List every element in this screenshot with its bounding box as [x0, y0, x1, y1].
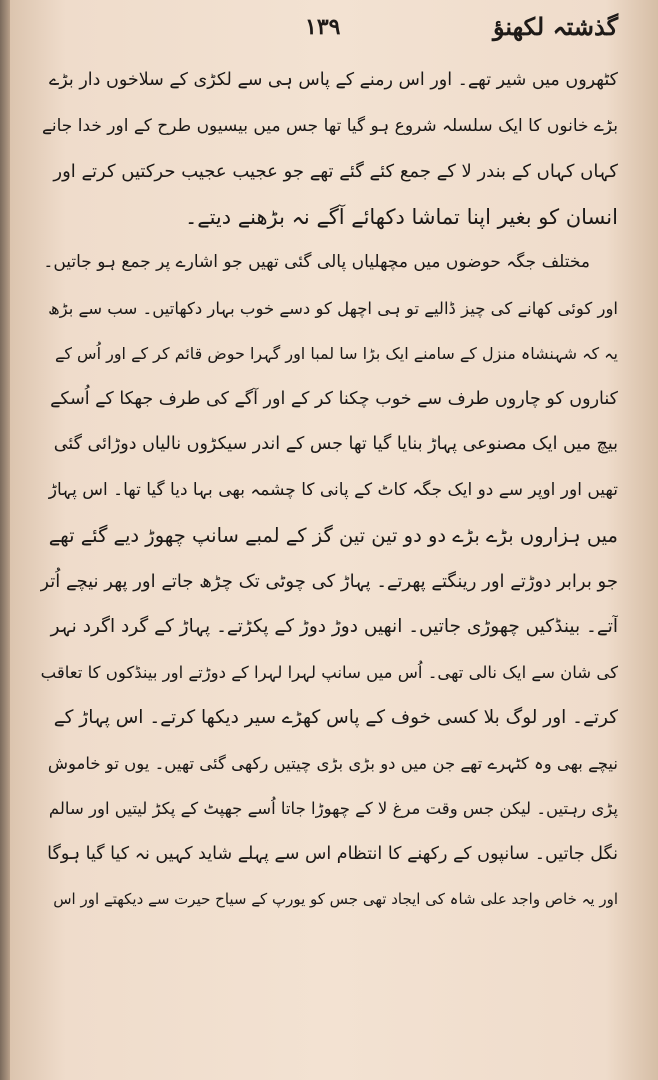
body-text — [40, 58, 618, 923]
text-line: پڑی رہتیں۔ لیکن جس وقت مرغ لا کے چھوڑا جاتا اُسے جھپٹ کے پکڑ لیتیں اور سالم — [48, 799, 618, 818]
page-header — [0, 10, 658, 50]
text-line: کٹھروں میں شیر تھے۔ اور اس رمنے کے پاس ہی سے لکڑی کے سلاخوں دار بڑے — [49, 70, 618, 90]
text-line: نیچے بھی وہ کٹہرے تھے جن میں دو بڑی بڑی چیتیں رکھی گئی تھیں۔ یوں تو خاموش — [47, 753, 618, 773]
text-line: میں ہزاروں بڑے بڑے دو دو تین تین گز کے لمبے سانپ چھوڑ دیے گئے تھے — [48, 524, 618, 547]
text-line: بڑے خانوں کا ایک سلسلہ شروع ہو گیا تھا جس میں بیسیوں طرح کے اور خدا جانے — [41, 115, 618, 136]
text-line: اور کوئی کھانے کی چیز ڈالیے تو ہی اچھل کو دسے خوب بہار دکھاتیں۔ سب سے بڑھ — [48, 298, 618, 318]
text-line: انسان کو بغیر اپنا تماشا دکھائے آگے نہ بڑھنے دیتے۔ — [184, 204, 618, 229]
text-line: تھیں اور اوپر سے دو ایک جگہ کاٹ کے پانی کا چشمہ بھی بہا دیا گیا تھا۔ اس پہاڑ — [48, 479, 618, 500]
text-line: نگل جاتیں۔ سانپوں کے رکھنے کا انتظام اس سے پہلے شاید کہیں نہ کیا گیا ہوگا — [47, 843, 618, 864]
text-line: کناروں کو چاروں طرف سے خوب چکنا کر کے اور آگے کی طرف جھکا کے اُسکے — [50, 388, 618, 409]
text-line: آتے۔ بینڈکیں چھوڑی جاتیں۔ انھیں دوڑ دوڑ کے پکڑتے۔ پہاڑ کے گرد اگرد نہر — [50, 616, 618, 637]
running-head-title: گذشتہ لکھنؤ — [492, 12, 618, 41]
text-line: جو برابر دوڑتے اور رینگتے پھرتے۔ پہاڑ کی چوٹی تک چڑھ جاتے اور پھر نیچے اُتر — [40, 570, 618, 592]
text-line: مختلف جگہ حوضوں میں مچھلیاں پالی گئی تھیں جو اشارے پر جمع ہو جاتیں۔ — [43, 252, 590, 272]
page-number: ١٣٩ — [305, 14, 341, 40]
text-line: کرتے۔ اور لوگ بلا کسی خوف کے پاس کھڑے سیر دیکھا کرتے۔ اس پہاڑ کے — [53, 707, 618, 728]
text-line: کہاں کہاں کے بندر لا کے جمع کئے گئے تھے جو عجیب عجیب حرکتیں کرتے اور — [53, 161, 618, 182]
page-spine-edge — [0, 0, 10, 1080]
text-line: کی شان سے ایک نالی تھی۔ اُس میں سانپ لہرا لہرا کے دوڑتے اور بینڈکوں کا تعاقب — [40, 662, 618, 682]
text-line: یہ کہ شہنشاہ منزل کے سامنے ایک بڑا سا لمبا اور گہرا حوض قائم کر کے اور اُس کے — [54, 344, 618, 363]
text-line: بیچ میں ایک مصنوعی پہاڑ بنایا گیا تھا جس کے اندر سیکڑوں نالیاں دوڑائی گئی — [53, 434, 618, 454]
text-line: اور یہ خاص واجد علی شاہ کی ایجاد تھی جس کو یورپ کے سیاح حیرت سے دیکھتے اور اس — [53, 890, 618, 908]
